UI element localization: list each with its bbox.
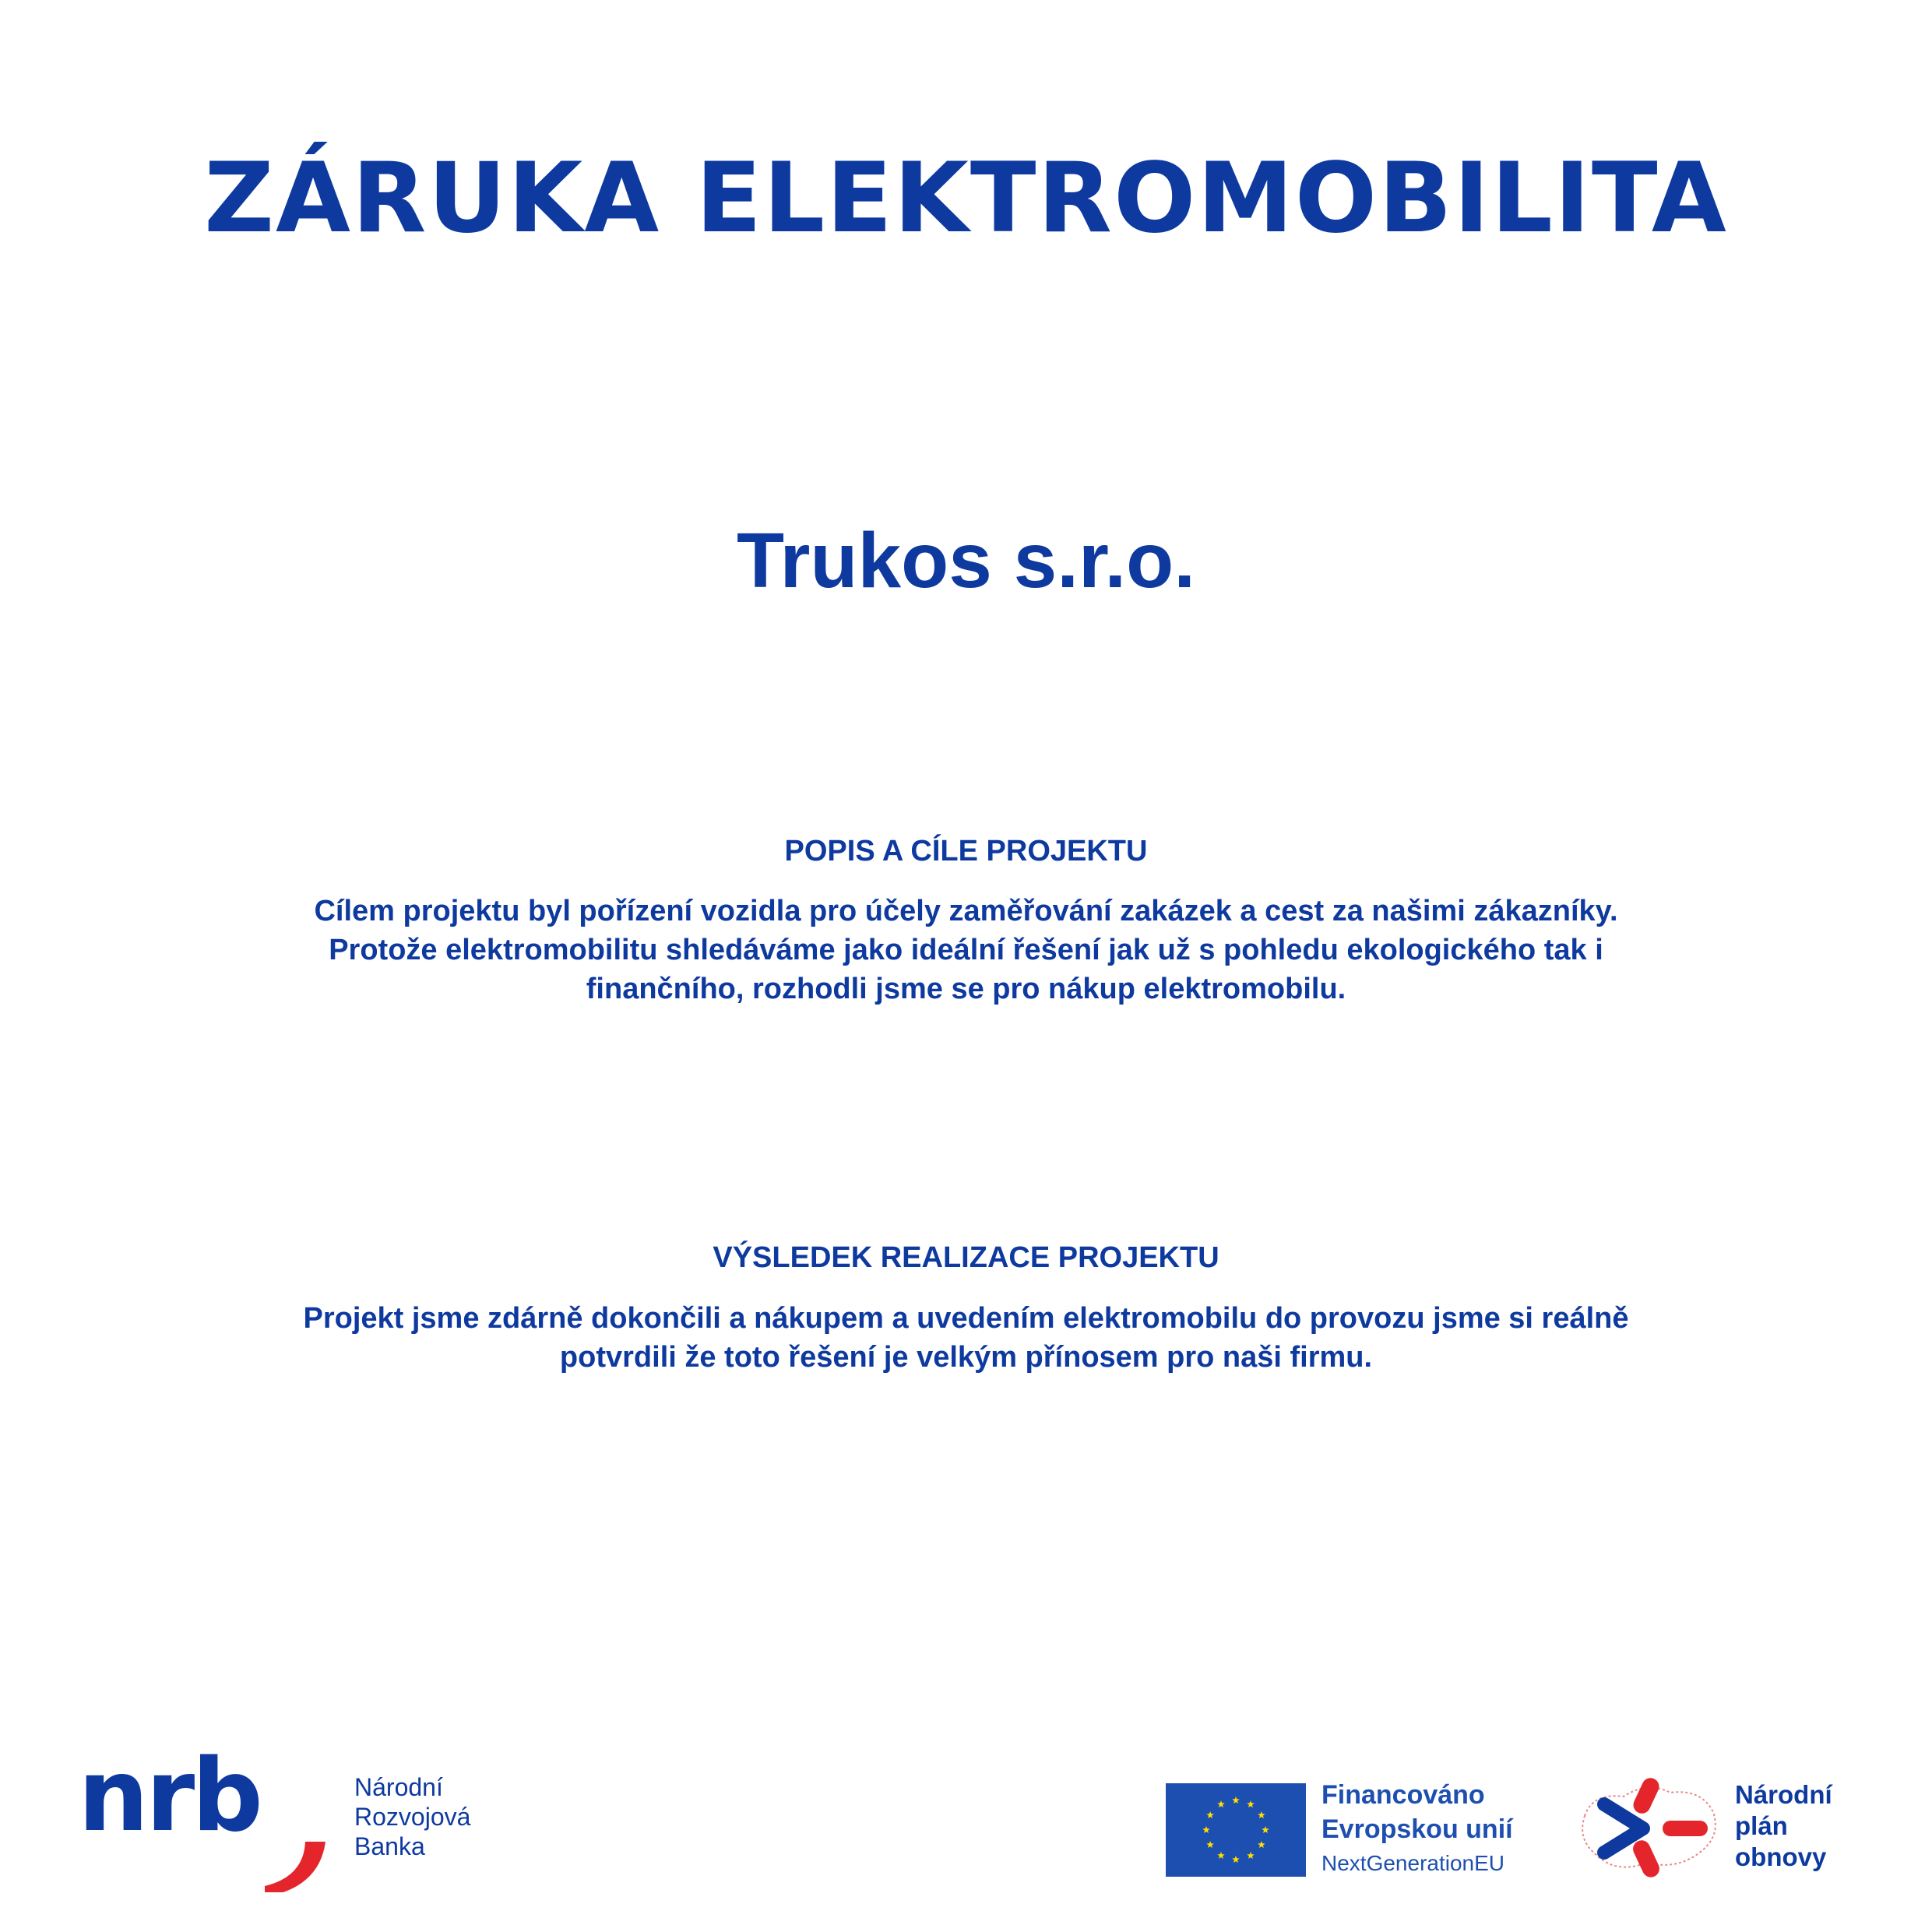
npo-bar-top (1631, 1775, 1662, 1817)
text-line: Projekt jsme zdárně dokončili a nákupem a uvedením elektromobilu do provozu jsme si reálně (303, 1302, 1629, 1335)
text-line: Cílem projektu byl pořízení vozidla pro účely zaměřování zakázek a cest za našimi zákazníky. (314, 895, 1618, 927)
eu-line: Financováno (1321, 1780, 1485, 1810)
npo-text (1735, 1779, 1832, 1873)
section-text-result (234, 1299, 1698, 1377)
text-line: finančního, rozhodli jsme se pro nákup elektromobilu. (586, 973, 1346, 1005)
nrb-red-swoosh (265, 1842, 326, 1892)
eu-line: NextGenerationEU (1321, 1851, 1505, 1875)
nrb-line: Rozvojová (354, 1803, 471, 1831)
nrb-line: Národní (354, 1773, 443, 1801)
section-heading-description: POPIS A CÍLE PROJEKTU (784, 835, 1148, 867)
npo-logo (1569, 1761, 1725, 1894)
company-name: Trukos s.r.o. (736, 517, 1196, 604)
nrb-wordmark: nrb (78, 1744, 260, 1854)
eu-line: Evropskou unií (1321, 1814, 1513, 1844)
npo-bar-bottom (1630, 1838, 1662, 1881)
npo-line: Národní (1735, 1780, 1832, 1809)
page-title: ZÁRUKA ELEKTROMOBILITA (204, 143, 1728, 255)
npo-line: obnovy (1735, 1842, 1827, 1871)
text-line: potvrdili že toto řešení je velkým přínosem pro naši firmu. (559, 1341, 1373, 1374)
text-line: Protože elektromobilitu shledáváme jako ideální řešení jak už s pohledu ekologického tak i (329, 934, 1603, 966)
section-text-description (234, 892, 1698, 1008)
eu-flag-icon (1166, 1783, 1306, 1877)
npo-bar-right (1663, 1821, 1708, 1836)
nrb-text (354, 1772, 470, 1861)
eu-funding-text (1321, 1778, 1513, 1881)
npo-line: plán (1735, 1811, 1788, 1840)
section-heading-result: VÝSLEDEK REALIZACE PROJEKTU (713, 1241, 1219, 1274)
nrb-line: Banka (354, 1832, 425, 1860)
